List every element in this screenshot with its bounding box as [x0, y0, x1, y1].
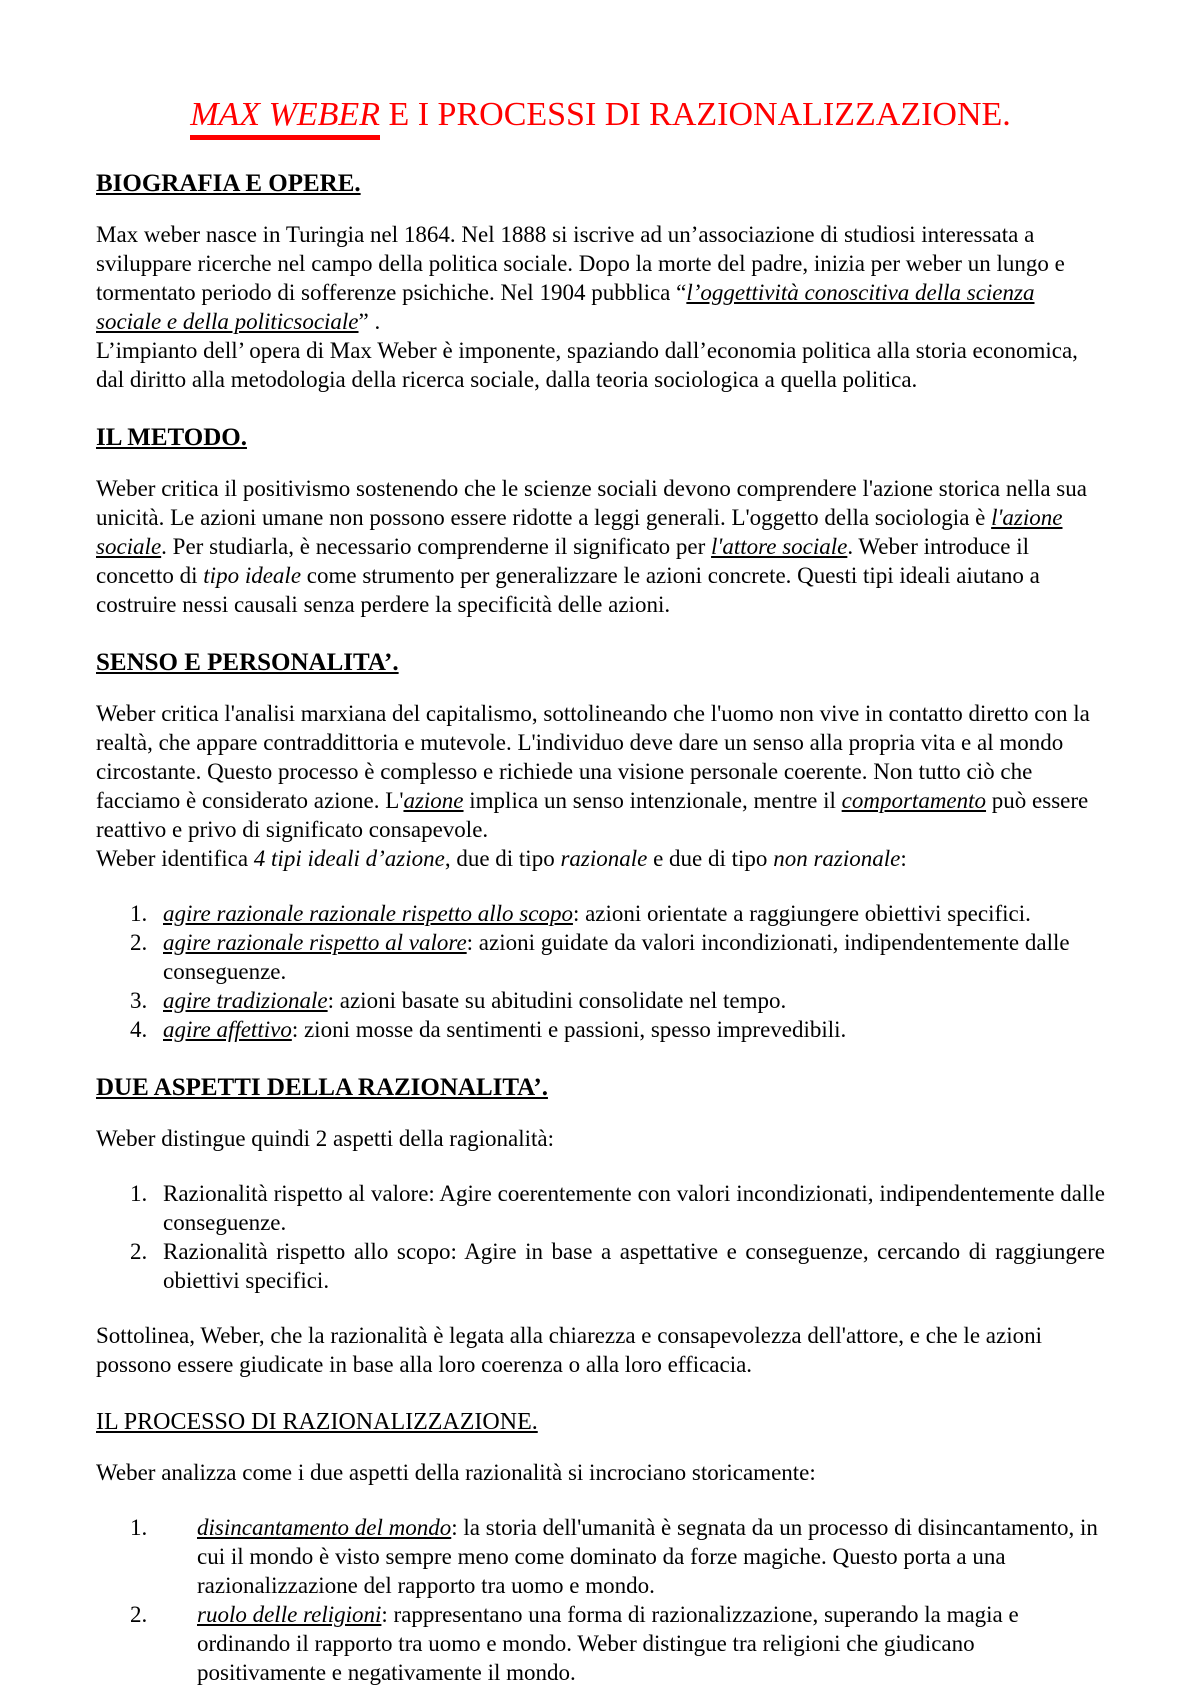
- text-segment: implica un senso intenzionale, mentre il: [463, 788, 842, 813]
- heading-metodo: IL METODO.: [96, 424, 247, 451]
- list-item-text: [163, 928, 1105, 986]
- heading-biografia: BIOGRAFIA E OPERE.: [96, 170, 361, 197]
- text-segment: l'attore sociale: [711, 534, 848, 559]
- list-item: [96, 928, 1105, 986]
- list-aspetti-razionalita: [96, 1179, 1105, 1295]
- list-item-text: [163, 1237, 1105, 1295]
- heading-processo: IL PROCESSO DI RAZIONALIZZAZIONE.: [96, 1409, 538, 1435]
- list-item-number: 2.: [130, 1602, 148, 1627]
- list-item: [96, 1237, 1105, 1295]
- text-segment: : zioni mosse da sentimenti e passioni, spesso imprevedibili.: [291, 1017, 847, 1042]
- text-segment: comportamento: [841, 788, 987, 813]
- text-segment: 4 tipi ideali d’azione: [253, 846, 445, 871]
- text-segment: agire razionale razionale rispetto allo scopo: [163, 901, 573, 926]
- list-item-number: 1.: [130, 1181, 148, 1206]
- heading-senso: SENSO E PERSONALITA’.: [96, 649, 399, 676]
- text-segment: , due di tipo: [444, 846, 561, 871]
- text-segment: non razionale: [773, 846, 901, 871]
- list-item-text: [197, 1513, 1105, 1600]
- list-item-text: [163, 899, 1105, 928]
- text-segment: Max weber nasce in Turingia nel 1864. Nel 1888 si iscrive ad un’associazione di studiosi interessata a sviluppare ricerche nel campo della politica sociale. Dopo la morte del padre, inizia per weber un lungo e tormentato periodo di sofferenze psichiche. Nel 1904 pubblica “: [96, 222, 1065, 305]
- list-item-text: [163, 1179, 1105, 1237]
- text-segment: . Per studiarla, è necessario comprenderne il significato per: [161, 534, 712, 559]
- list-item-text: [163, 1015, 1105, 1044]
- title-subject: MAX WEBER: [190, 96, 380, 140]
- list-processo-storico: [96, 1513, 1105, 1687]
- text-segment: disincantamento del mondo: [197, 1515, 452, 1540]
- list-item-number: 2.: [130, 930, 148, 955]
- list-item: [96, 1179, 1105, 1237]
- text-segment: : azioni guidate da valori incondizionati, indipendentemente dalle conseguenze.: [163, 930, 1070, 984]
- text-segment: l’oggettività conoscitiva della scienza sociale e della politicsociale: [96, 280, 1035, 334]
- text-segment: può essere reattivo e privo di significato consapevole.: [96, 788, 1089, 842]
- text-segment: : azioni basate su abitudini consolidate nel tempo.: [327, 988, 787, 1013]
- text-segment: come strumento per generalizzare le azioni concrete. Questi tipi ideali aiutano a costruire nessi causali senza perdere la specificità delle azioni.: [96, 563, 1040, 617]
- text-segment: ” .: [358, 309, 381, 334]
- text-segment: ruolo delle religioni: [197, 1602, 382, 1627]
- text-segment: agire razionale rispetto al valore: [163, 930, 467, 955]
- list-item-text: [163, 986, 1105, 1015]
- text-segment: tipo ideale: [203, 563, 302, 588]
- document-title: [96, 96, 1105, 140]
- list-item-text: [197, 1600, 1105, 1687]
- text-segment: l'azione sociale: [96, 505, 1063, 559]
- paragraph-metodo: [96, 474, 1105, 619]
- text-segment: Razionalità rispetto al valore: Agire coerentemente con valori incondizionati, indipendentemente dalle conseguenze.: [163, 1181, 1105, 1235]
- list-item: [96, 1600, 1105, 1687]
- text-segment: Weber critica l'analisi marxiana del capitalismo, sottolineando che l'uomo non vive in contatto diretto con la realtà, che appare contraddittoria e mutevole. L'individuo deve dare un senso alla propria vita e al mondo circostante. Questo processo è complesso e richiede una visione personale coerente. Non tutto ciò che facciamo è considerato azione. L': [96, 701, 1090, 813]
- text-segment: azione: [403, 788, 464, 813]
- paragraph-biografia: [96, 220, 1105, 394]
- paragraph-processo: [96, 1458, 1105, 1487]
- text-segment: L’impianto dell’ opera di Max Weber è imponente, spaziando dall’economia politica alla storia economica, dal diritto alla metodologia della ricerca sociale, dalla teoria sociologica a quella politica.: [96, 338, 1078, 392]
- list-item-number: 1.: [130, 901, 148, 926]
- text-segment: : rappresentano una forma di razionalizzazione, superando la magia e ordinando il rapporto tra uomo e mondo. Weber distingue tra religioni che giudicano positivamente e negativamente il mondo.: [197, 1602, 1019, 1685]
- text-segment: Sottolinea, Weber, che la razionalità è legata alla chiarezza e consapevolezza dell'attore, e che le azioni possono essere giudicate in base alla loro coerenza o alla loro efficacia.: [96, 1323, 1042, 1377]
- text-segment: e due di tipo: [647, 846, 774, 871]
- list-item: [96, 899, 1105, 928]
- list-item: [96, 986, 1105, 1015]
- text-segment: agire affettivo: [163, 1017, 292, 1042]
- title-rest: E I PROCESSI DI RAZIONALIZZAZIONE.: [379, 96, 1011, 133]
- text-segment: :: [900, 846, 907, 871]
- list-tipi-azione: [96, 899, 1105, 1044]
- paragraph-sottolinea: [96, 1321, 1105, 1379]
- text-segment: agire tradizionale: [163, 988, 328, 1013]
- text-segment: Weber critica il positivismo sostenendo che le scienze sociali devono comprendere l'azione storica nella sua unicità. Le azioni umane non possono essere ridotte a leggi generali. L'oggetto della sociologia è: [96, 476, 1087, 530]
- list-item-number: 2.: [130, 1239, 148, 1264]
- text-segment: : azioni orientate a raggiungere obiettivi specifici.: [572, 901, 1031, 926]
- text-segment: razionale: [560, 846, 648, 871]
- text-segment: Razionalità rispetto allo scopo: Agire in base a aspettative e conseguenze, cercando di raggiungere obiettivi specifici.: [163, 1239, 1105, 1293]
- list-item-number: 1.: [130, 1515, 148, 1540]
- text-segment: : la storia dell'umanità è segnata da un processo di disincantamento, in cui il mondo è visto sempre meno come dominato da forze magiche. Questo porta a una razionalizzazione del rapporto tra uomo e mondo.: [197, 1515, 1098, 1598]
- heading-due-aspetti: DUE ASPETTI DELLA RAZIONALITA’.: [96, 1074, 548, 1101]
- paragraph-due-aspetti: [96, 1124, 1105, 1153]
- list-item: [96, 1015, 1105, 1044]
- list-item-number: 4.: [130, 1017, 148, 1042]
- list-item-number: 3.: [130, 988, 148, 1013]
- text-segment: Weber analizza come i due aspetti della razionalità si incrociano storicamente:: [96, 1460, 816, 1485]
- paragraph-senso: [96, 699, 1105, 873]
- list-item: [96, 1513, 1105, 1600]
- text-segment: . Weber introduce il concetto di: [96, 534, 1030, 588]
- text-segment: Weber identifica: [96, 846, 254, 871]
- text-segment: Weber distingue quindi 2 aspetti della ragionalità:: [96, 1126, 555, 1151]
